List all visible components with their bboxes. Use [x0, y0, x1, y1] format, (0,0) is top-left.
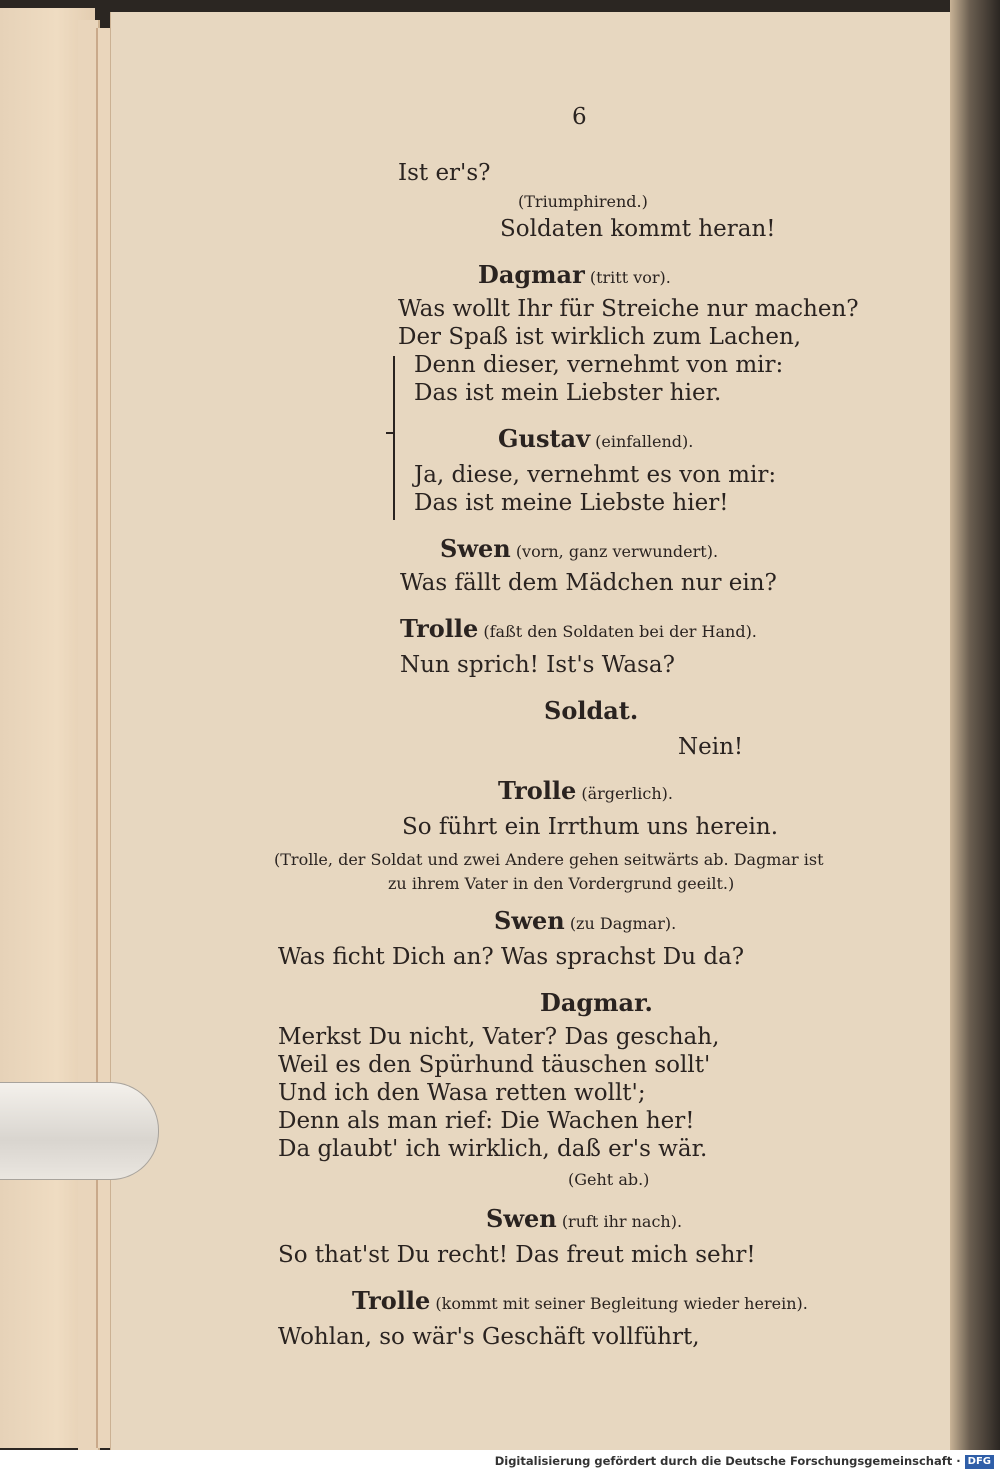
verse-line: Nun sprich! Ist's Wasa?: [400, 652, 675, 678]
speaker-direction: (faßt den Soldaten bei der Hand).: [483, 622, 757, 641]
verse-brace: [386, 432, 394, 434]
verse-line: Wohlan, so wär's Geschäft vollführt,: [278, 1324, 700, 1350]
speaker-direction: (zu Dagmar).: [569, 914, 677, 933]
verse-line: Das ist mein Liebster hier.: [414, 380, 722, 406]
verse-line: Das ist meine Liebste hier!: [414, 490, 729, 516]
speaker-direction: (ärgerlich).: [581, 784, 673, 803]
verse-line: So that'st Du recht! Das freut mich sehr!: [278, 1242, 756, 1268]
verse-line: Da glaubt' ich wirklich, daß er's wär.: [278, 1136, 708, 1162]
stage-direction: zu ihrem Vater in den Vordergrund geeilt.): [388, 874, 735, 893]
dfg-logo-icon: DFG: [965, 1455, 994, 1469]
verse-line: Nein!: [678, 734, 744, 760]
verse-brace: [393, 356, 405, 520]
speaker-direction: (vorn, ganz verwundert).: [515, 542, 719, 561]
verse-line: Was wollt Ihr für Streiche nur machen?: [398, 296, 859, 322]
speaker-name: Gustav: [498, 424, 591, 453]
speaker-line: [478, 260, 671, 289]
speaker-name: Trolle: [498, 776, 577, 805]
verse-line: Ist er's?: [398, 160, 491, 186]
speaker-name: Trolle: [400, 614, 479, 643]
speaker-line: [498, 424, 693, 453]
footer-text: Digitalisierung gefördert durch die Deutsche Forschungsgemeinschaft ·: [494, 1454, 961, 1468]
speaker-name: Dagmar.: [540, 988, 653, 1017]
speaker-name: Swen: [440, 534, 511, 563]
speaker-name: Dagmar: [478, 260, 585, 289]
digitization-footer: [0, 1450, 1000, 1472]
verse-line: Was fällt dem Mädchen nur ein?: [400, 570, 777, 596]
verse-line: Der Spaß ist wirklich zum Lachen,: [398, 324, 802, 350]
verse-line: Denn als man rief: Die Wachen her!: [278, 1108, 695, 1134]
verse-line: Denn dieser, vernehmt von mir:: [414, 352, 784, 378]
stage-direction: (Triumphirend.): [518, 192, 648, 211]
verse-line: Merkst Du nicht, Vater? Das geschah,: [278, 1024, 720, 1050]
speaker-direction: (ruft ihr nach).: [561, 1212, 683, 1231]
verse-line: Ja, diese, vernehmt es von mir:: [414, 462, 777, 488]
verse-line: So führt ein Irrthum uns herein.: [402, 814, 779, 840]
speaker-line: [400, 614, 757, 643]
speaker-name: Soldat.: [544, 696, 639, 725]
speaker-direction: (kommt mit seiner Begleitung wieder herein).: [435, 1294, 808, 1313]
page-clip: [0, 1082, 159, 1180]
speaker-line: [494, 906, 676, 935]
verse-line: Und ich den Wasa retten wollt';: [278, 1080, 646, 1106]
speaker-line: [440, 534, 718, 563]
binding-shadow: [950, 0, 1000, 1450]
stage-direction: (Trolle, der Soldat und zwei Andere gehen seitwärts ab. Dagmar ist: [274, 850, 824, 869]
speaker-name: Trolle: [352, 1286, 431, 1315]
speaker-direction: (einfallend).: [595, 432, 694, 451]
speaker-name: Swen: [494, 906, 565, 935]
speaker-name: Swen: [486, 1204, 557, 1233]
verse-line: Weil es den Spürhund täuschen sollt': [278, 1052, 711, 1078]
speaker-line: [498, 776, 673, 805]
page-number: 6: [572, 104, 587, 130]
speaker-line: [486, 1204, 682, 1233]
speaker-direction: (tritt vor).: [589, 268, 671, 287]
verse-line: Soldaten kommt heran!: [500, 216, 776, 242]
speaker-line: [352, 1286, 808, 1315]
stage-direction: (Geht ab.): [568, 1170, 650, 1189]
verse-line: Was ficht Dich an? Was sprachst Du da?: [278, 944, 745, 970]
